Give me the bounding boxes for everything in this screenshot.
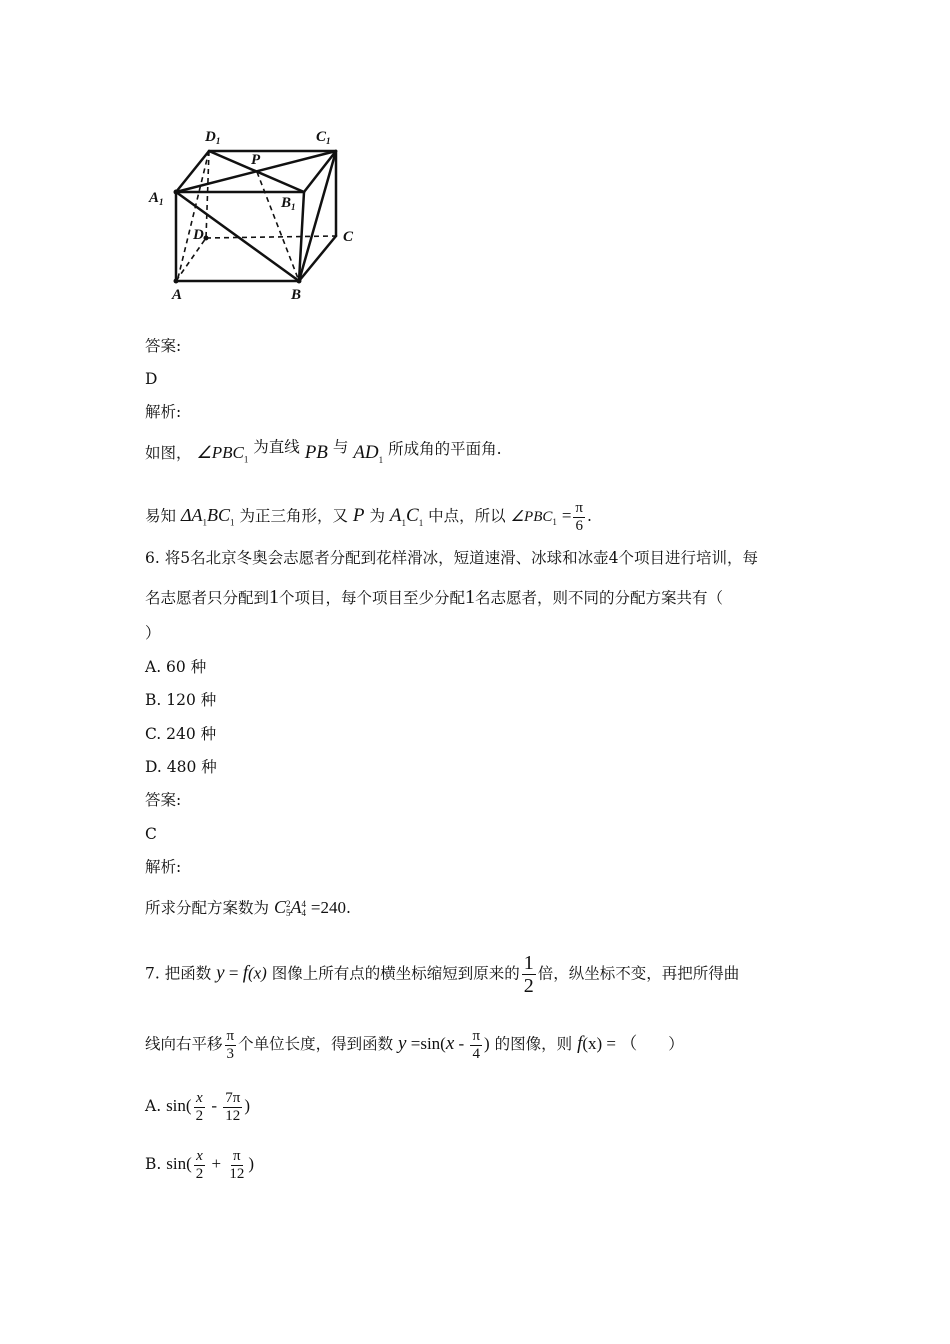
q5-answer-label: 答案: <box>145 337 182 355</box>
angle-pbc1: $\angle PBC_1$ <box>196 443 249 465</box>
fraction-pi-4: $\frac{\pi}{4}$ <box>472 1028 481 1062</box>
q6-option-a: A. 60 种 <box>145 658 207 676</box>
q6-answer-label: 答案: <box>145 791 182 809</box>
point-a1 <box>174 190 179 195</box>
q7-option-b: B. sin( $\frac{x}{2}$ + $\frac{\pi}{12}$ ) <box>145 1148 255 1182</box>
label-c1: $C_1$ <box>316 129 331 146</box>
cube-figure <box>145 125 375 315</box>
hidden-edge-a-d <box>176 238 206 281</box>
label-c: C <box>343 229 354 245</box>
label-p: P <box>251 152 261 168</box>
point-b <box>297 279 302 284</box>
q6-stem-line3: ） <box>145 624 161 642</box>
fraction-pi-3: $\frac{\pi}{3}$ <box>226 1028 235 1062</box>
hidden-edge-d-c <box>206 236 336 238</box>
fraction-one-half: $\frac{1}{2}$ <box>523 952 534 997</box>
point-a <box>174 279 179 284</box>
label-a1: $A_1$ <box>149 190 164 207</box>
fraction-pi-6: $\frac{\pi}{6}$ <box>575 500 583 534</box>
q5-analysis-label: 解析: <box>145 403 182 421</box>
q6-analysis: 所求分配方案数为 C 2 5 A 4 4 =240. <box>145 897 351 918</box>
label-d1: $D_1$ <box>205 129 221 146</box>
q6-option-c: C. 240 种 <box>145 725 217 743</box>
label-a: A <box>172 287 183 303</box>
q6-stem-line2: 名志愿者只分配到1个项目，每个项目至少分配1名志愿者，则不同的分配方案共有（ <box>145 586 724 608</box>
q5-answer: D <box>145 370 158 388</box>
q5-analysis-line1: 如图， $\angle PBC_1$ 为直线 PB 与 $AD_1$ 所成角的平面角. <box>145 438 502 465</box>
diagonal-c1-b <box>299 151 336 281</box>
q6-analysis-label: 解析: <box>145 858 182 876</box>
q6-option-d: D. 480 种 <box>145 758 217 776</box>
q7-stem-line2: 线向右平移 $\frac{\pi}{3}$ 个单位长度，得到函数 y =sin(x - $\frac{\pi}{4}$ ) 的图像，则 f(x) = （ ） <box>145 1028 684 1062</box>
q6-answer: C <box>145 825 157 843</box>
q5-analysis-line2: 易知 $\Delta A_1BC_1$ 为正三角形，又 P 为 $A_1C_1$ 中点，所以 $\angle PBC_1$ = $\frac{\pi}{6}$ . <box>145 500 592 534</box>
q7-option-a: A. sin( $\frac{x}{2}$ - $\frac{7\pi}{12}$ ) <box>145 1090 250 1124</box>
point-d <box>204 236 209 241</box>
label-d: D <box>193 227 204 243</box>
label-b1: $B_1$ <box>281 195 296 212</box>
q6-option-b: B. 120 种 <box>145 691 217 709</box>
label-b: B <box>291 287 302 303</box>
q7-stem-line1: 7. 把函数 y = f(x) 图像上所有点的横坐标缩短到原来的 $\frac{1}{2}$ 倍，纵坐标不变，再把所得曲 <box>145 952 740 997</box>
q6-stem-line1: 6. 将5名北京冬奥会志愿者分配到花样滑冰，短道速滑、冰球和冰壶4个项目进行培训，每 <box>145 549 758 567</box>
